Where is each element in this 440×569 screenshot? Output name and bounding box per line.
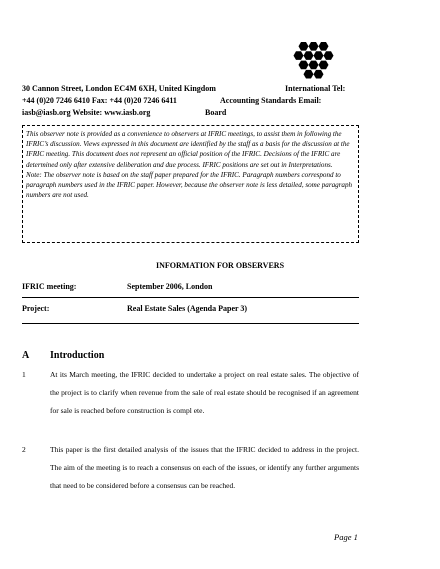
meeting-label: IFRIC meeting: <box>22 282 77 291</box>
header-email-website: iasb@iasb.org Website: www.iasb.org <box>22 108 151 117</box>
header-asb-email: Accounting Standards Email: <box>220 96 322 105</box>
divider <box>22 297 359 298</box>
header-intl-tel: International Tel: <box>285 84 346 93</box>
observer-note-paragraph: This observer note is provided as a convenience to observers at IFRIC meetings, to assist them in following the IFRIC’s discussion. Views expressed in this document are identified by the staff as a basis for the discussion at the IFRIC meeting. This document does not represent an official position of the IFRIC. Decisions of the IFRIC are determined only after extensive deliberation and due process. IFRIC positions are set out in Interpretations. <box>26 130 350 169</box>
info-title: INFORMATION FOR OBSERVERS <box>155 261 285 270</box>
divider <box>22 323 359 324</box>
section-number: A <box>22 350 30 361</box>
observer-note-box <box>22 125 359 243</box>
project-label: Project: <box>22 304 50 313</box>
paragraph-number: 1 <box>22 370 26 379</box>
meeting-value: September 2006, London <box>127 282 213 291</box>
header-address: 30 Cannon Street, London EC4M 6XH, United Kingdom <box>22 84 216 93</box>
paragraph-text: This paper is the first detailed analysis of the issues that the IFRIC decided to address in the project. The aim of the meeting is to reach a consensus on each of the issues, or identify any further arguments that need to be considered before a consensus can be reached. <box>50 445 359 490</box>
observer-note-paragraph: Note: The observer note is based on the staff paper prepared for the IFRIC. Paragraph numbers correspond to paragraph numbers used in the IFRIC paper. However, because the observer note is less detailed, some paragraph numbers are not used. <box>26 170 353 200</box>
section-title: Introduction <box>50 350 105 361</box>
header-phone-fax: +44 (0)20 7246 6410 Fax: +44 (0)20 7246 6411 <box>22 96 177 105</box>
paragraph-text: At its March meeting, the IFRIC decided to undertake a project on real estate sales. The objective of the project is to clarify when revenue from the sale of real estate should be recognised if an agreement for sale is reached before construction is compl ete. <box>50 370 359 415</box>
project-value: Real Estate Sales (Agenda Paper 3) <box>127 304 248 313</box>
hexagon-cluster-logo-icon <box>290 40 336 82</box>
page-number: Page 1 <box>334 532 358 542</box>
header-board: Board <box>205 108 227 117</box>
paragraph-number: 2 <box>22 445 26 454</box>
